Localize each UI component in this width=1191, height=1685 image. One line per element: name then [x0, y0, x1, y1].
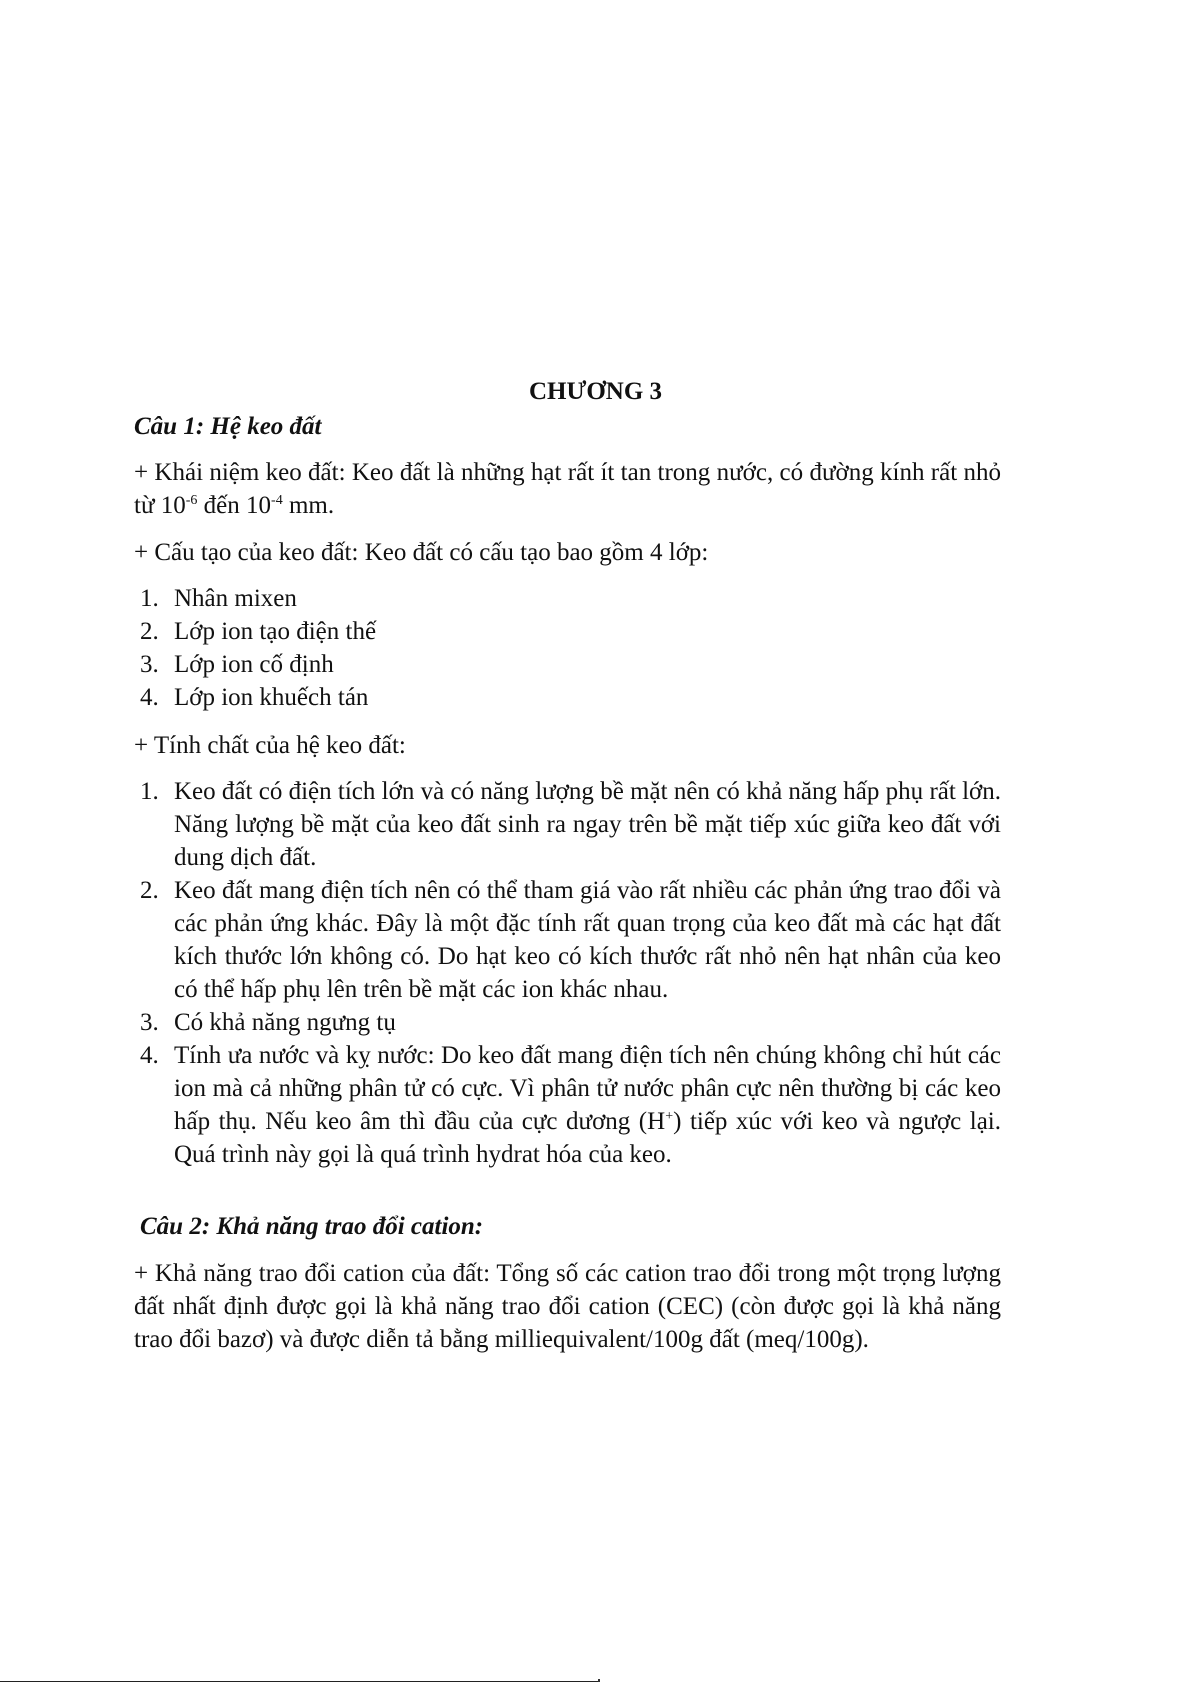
list-item: 2. Keo đất mang điện tích nên có thể tham giá vào rất nhiều các phản ứng trao đổi và các phản ứng khác. Đây là một đặc tính rất quan trọng của keo đất mà các hạt đất kích thước lớn không có. Do hạt keo có kích thước rất nhỏ nên hạt nhân của keo có thể hấp phụ lên trên bề mặt các ion khác nhau.: [140, 877, 1001, 1003]
list-item: 4. Tính ưa nước và kỵ nước: Do keo đất mang điện tích nên chúng không chỉ hút các ion mà cả những phân tử có cực. Vì phân tử nước phân cực nên thường bị các keo hấp thụ. Nếu keo âm thì đầu của cực dương (H+) tiếp xúc với keo và ngược lại. Quá trình này gọi là quá trình hydrat hóa của keo.: [140, 1042, 1002, 1168]
layers-list: [134, 582, 1001, 714]
exponent-2: -4: [271, 493, 283, 508]
section2-heading: Câu 2: Khả năng trao đổi cation:: [140, 1213, 484, 1240]
footer-rule: [0, 1681, 598, 1682]
definition-text-c: mm.: [282, 492, 335, 519]
section1-heading: Câu 1: Hệ keo đất: [134, 413, 322, 440]
cec-paragraph: + Khả năng trao đổi cation của đất: Tổng số các cation trao đổi trong một trọng lượng đất nhất định được gọi là khả năng trao đổi cation (CEC) (còn được gọi là khả năng trao đổi bazơ) và được diễn tả bằng milliequivalent/100g đất (meq/100g).: [134, 1260, 1001, 1353]
definition-text-b: đến 10: [197, 492, 272, 519]
footer-rule-mark: [598, 1679, 600, 1682]
superscript-plus: +: [665, 1109, 674, 1124]
definition-paragraph: [134, 456, 1001, 522]
list-item: 3. Lớp ion cố định: [140, 651, 334, 678]
list-item: 2. Lớp ion tạo điện thế: [140, 618, 377, 645]
properties-intro: + Tính chất của hệ keo đất:: [134, 732, 406, 759]
definition-text-a: + Khái niệm keo đất: Keo đất là những hạt rất ít tan trong nước, có đường kính rất nhỏ từ 10: [134, 459, 1001, 519]
list-item: 1. Keo đất có điện tích lớn và có năng lượng bề mặt nên có khả năng hấp phụ rất lớn. Năng lượng bề mặt của keo đất sinh ra ngay trên bề mặt tiếp xúc giữa keo đất với dung dịch đất.: [140, 778, 1001, 871]
chapter-title: CHƯƠNG 3: [528, 378, 663, 405]
properties-list: [134, 775, 1001, 1171]
list-item: 3. Có khả năng ngưng tụ: [140, 1009, 396, 1036]
list-item: 1. Nhân mixen: [140, 585, 297, 612]
list-item: 4. Lớp ion khuếch tán: [140, 684, 369, 711]
exponent-1: -6: [185, 493, 198, 508]
structure-intro: + Cấu tạo của keo đất: Keo đất có cấu tạo bao gồm 4 lớp:: [134, 539, 709, 566]
